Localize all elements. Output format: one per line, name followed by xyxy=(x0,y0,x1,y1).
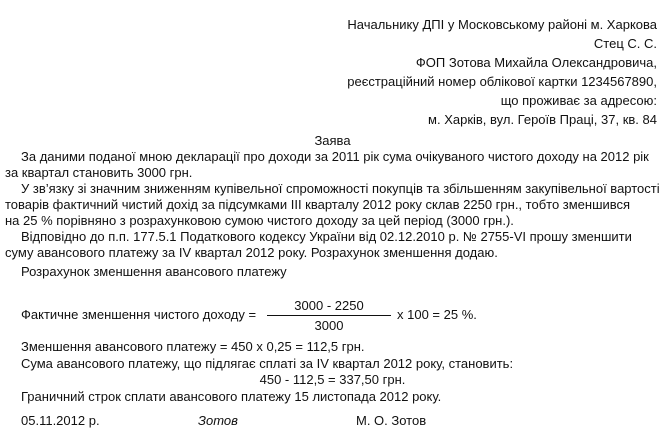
reduction-line: Зменшення авансового платежу = 450 х 0,25 = 112,5 грн. xyxy=(21,339,365,354)
formula-label: Фактичне зменшення чистого доходу = xyxy=(21,307,257,322)
formula-result: х 100 = 25 %. xyxy=(397,307,477,322)
document-title: Заява xyxy=(314,133,351,148)
paragraph-line: за квартал становить 3000 грн. xyxy=(5,165,193,180)
paragraph-line: Відповідно до п.п. 177.5.1 Податкового кодексу України від 02.12.2010 р. № 2755-VI прошу зменшити xyxy=(21,229,632,244)
payment-calculation: 450 - 112,5 = 337,50 грн. xyxy=(259,372,406,387)
paragraph-line: на 25 % порівняно з розрахунковою сумою чистого доходу за цей період (3000 грн.). xyxy=(5,213,514,228)
addressee-block xyxy=(297,15,657,129)
header-line-address: м. Харків, вул. Героїв Праці, 37, кв. 84 xyxy=(428,112,657,127)
paragraph-line: суму авансового платежу за IV квартал 2012 року. Розрахунок зменшення додаю. xyxy=(5,245,498,260)
deadline-line: Граничний строк сплати авансового платежу 15 листопада 2012 року. xyxy=(21,389,442,404)
paragraph-declaration xyxy=(5,149,665,181)
signature: Зотов xyxy=(198,413,238,428)
formula-fraction xyxy=(267,299,391,332)
paragraph-line: У зв’язку зі значним зниженням купівельної спроможності покупців та збільшенням закупівельної вартості xyxy=(21,181,660,196)
header-line-sender: ФОП Зотова Михайла Олександровича, xyxy=(415,55,657,70)
payment-line: Сума авансового платежу, що підлягає сплаті за IV квартал 2012 року, становить: xyxy=(21,356,514,371)
header-line-recipient: Начальнику ДПІ у Московському районі м. Харкова xyxy=(347,17,657,32)
header-line-tax-id: реєстраційний номер облікової картки 1234567890, xyxy=(347,74,657,89)
signatory-name: М. О. Зотов xyxy=(356,413,427,428)
paragraph-income-change xyxy=(5,181,665,229)
paragraph-line: товарів фактичний чистий дохід за підсумками ІІІ кварталу 2012 року склав 2250 грн., тобто зменшився xyxy=(5,197,631,212)
paragraph-line: За даними поданої мною декларації про доходи за 2011 рік сума очікуваного чистого доходу на 2012 рік xyxy=(21,149,649,164)
signature-date: 05.11.2012 р. xyxy=(21,413,100,428)
calculation-heading: Розрахунок зменшення авансового платежу xyxy=(21,264,287,279)
header-line-residence: що проживає за адресою: xyxy=(500,93,657,108)
formula-numerator: 3000 - 2250 xyxy=(267,299,391,316)
paragraph-request xyxy=(5,229,665,261)
formula-denominator: 3000 xyxy=(314,318,344,333)
header-line-recipient-name: Стец С. С. xyxy=(593,36,657,51)
